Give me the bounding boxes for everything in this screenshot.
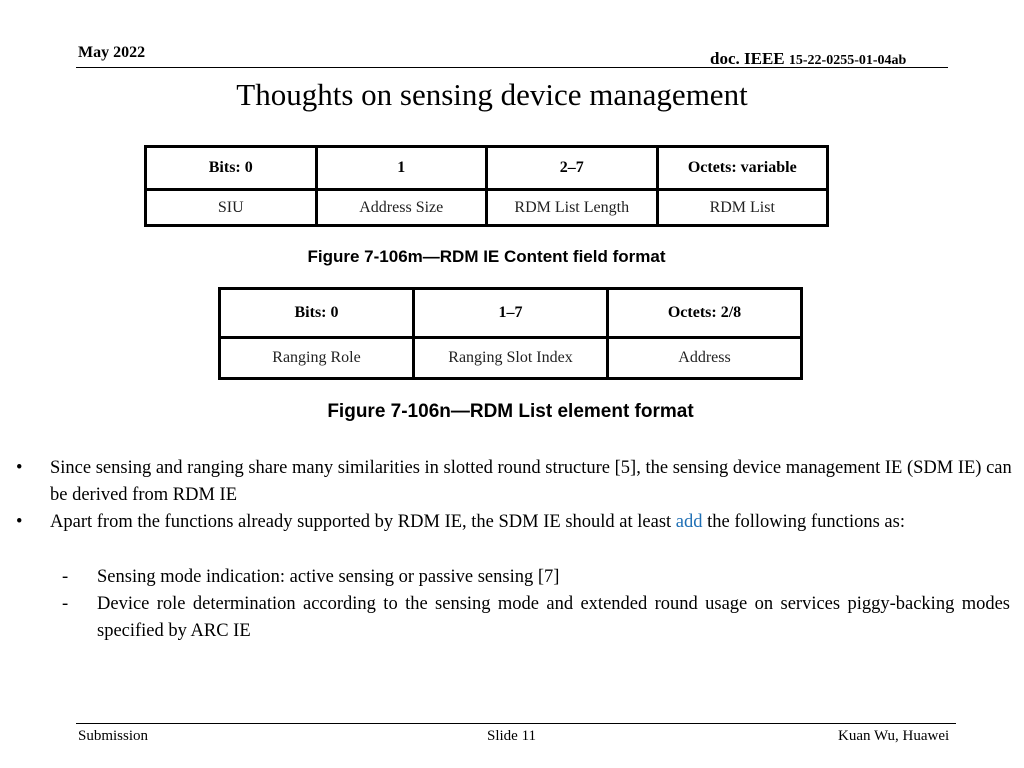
sub-bullet-text: Sensing mode indication: active sensing or passive sensing [7]	[97, 567, 560, 587]
bullet-text	[50, 509, 1016, 536]
table-header-cell: 1	[316, 147, 487, 190]
table-header-cell: Octets: 2/8	[608, 289, 802, 338]
table-cell: Address Size	[316, 190, 487, 226]
doc-number: 15-22-0255-01-04ab	[788, 53, 907, 68]
footer-submission: Submission	[78, 728, 149, 744]
header-date: May 2022	[78, 44, 146, 61]
table-cell: Ranging Role	[220, 338, 414, 379]
table-header-cell: 2–7	[487, 147, 658, 190]
footer-slide-number: Slide 11	[487, 728, 537, 744]
table-header-cell: Bits: 0	[220, 289, 414, 338]
bullet-text: Since sensing and ranging share many similarities in slotted round structure [5], the sensing device management IE (SDM IE) can be derived from RDM IE	[50, 458, 1012, 505]
bullet-text-part: Apart from the functions already supported by RDM IE, the SDM IE should at least	[50, 512, 676, 532]
sub-bullet-marker: -	[62, 567, 69, 587]
doc-prefix: doc. IEEE	[710, 49, 789, 68]
table-cell: SIU	[146, 190, 317, 226]
table-cell: RDM List	[657, 190, 828, 226]
bullet-marker: •	[16, 458, 23, 478]
sub-bullet-marker: -	[62, 594, 69, 614]
table-cell: Ranging Slot Index	[414, 338, 608, 379]
table-header-cell: 1–7	[414, 289, 608, 338]
table-header-cell: Octets: variable	[657, 147, 828, 190]
bullet-item	[16, 509, 1016, 536]
rdm-list-element-table	[218, 287, 803, 380]
sub-bullet-item	[62, 591, 1010, 645]
header-divider	[76, 67, 948, 68]
sub-bullet-text: Device role determination according to the sensing mode and extended round usage on services piggy-backing modes specified by ARC IE	[97, 594, 1010, 641]
sub-bullet-item	[62, 564, 1010, 591]
figure-caption-2: Figure 7-106n—RDM List element format	[327, 401, 694, 422]
figure-caption-1: Figure 7-106m—RDM IE Content field format	[307, 247, 666, 266]
table-cell: RDM List Length	[487, 190, 658, 226]
table-header-cell: Bits: 0	[146, 147, 317, 190]
add-link[interactable]: add	[675, 512, 703, 532]
footer-author: Kuan Wu, Huawei	[838, 728, 950, 744]
table-cell: Address	[608, 338, 802, 379]
bullet-item	[16, 455, 1016, 509]
bullet-marker: •	[16, 512, 23, 532]
slide-title: Thoughts on sensing device management	[236, 77, 748, 112]
header-doc-id	[710, 49, 906, 69]
rdm-ie-content-table	[144, 145, 829, 227]
footer-divider	[76, 723, 956, 724]
bullet-text-part: the following functions as:	[702, 512, 905, 532]
